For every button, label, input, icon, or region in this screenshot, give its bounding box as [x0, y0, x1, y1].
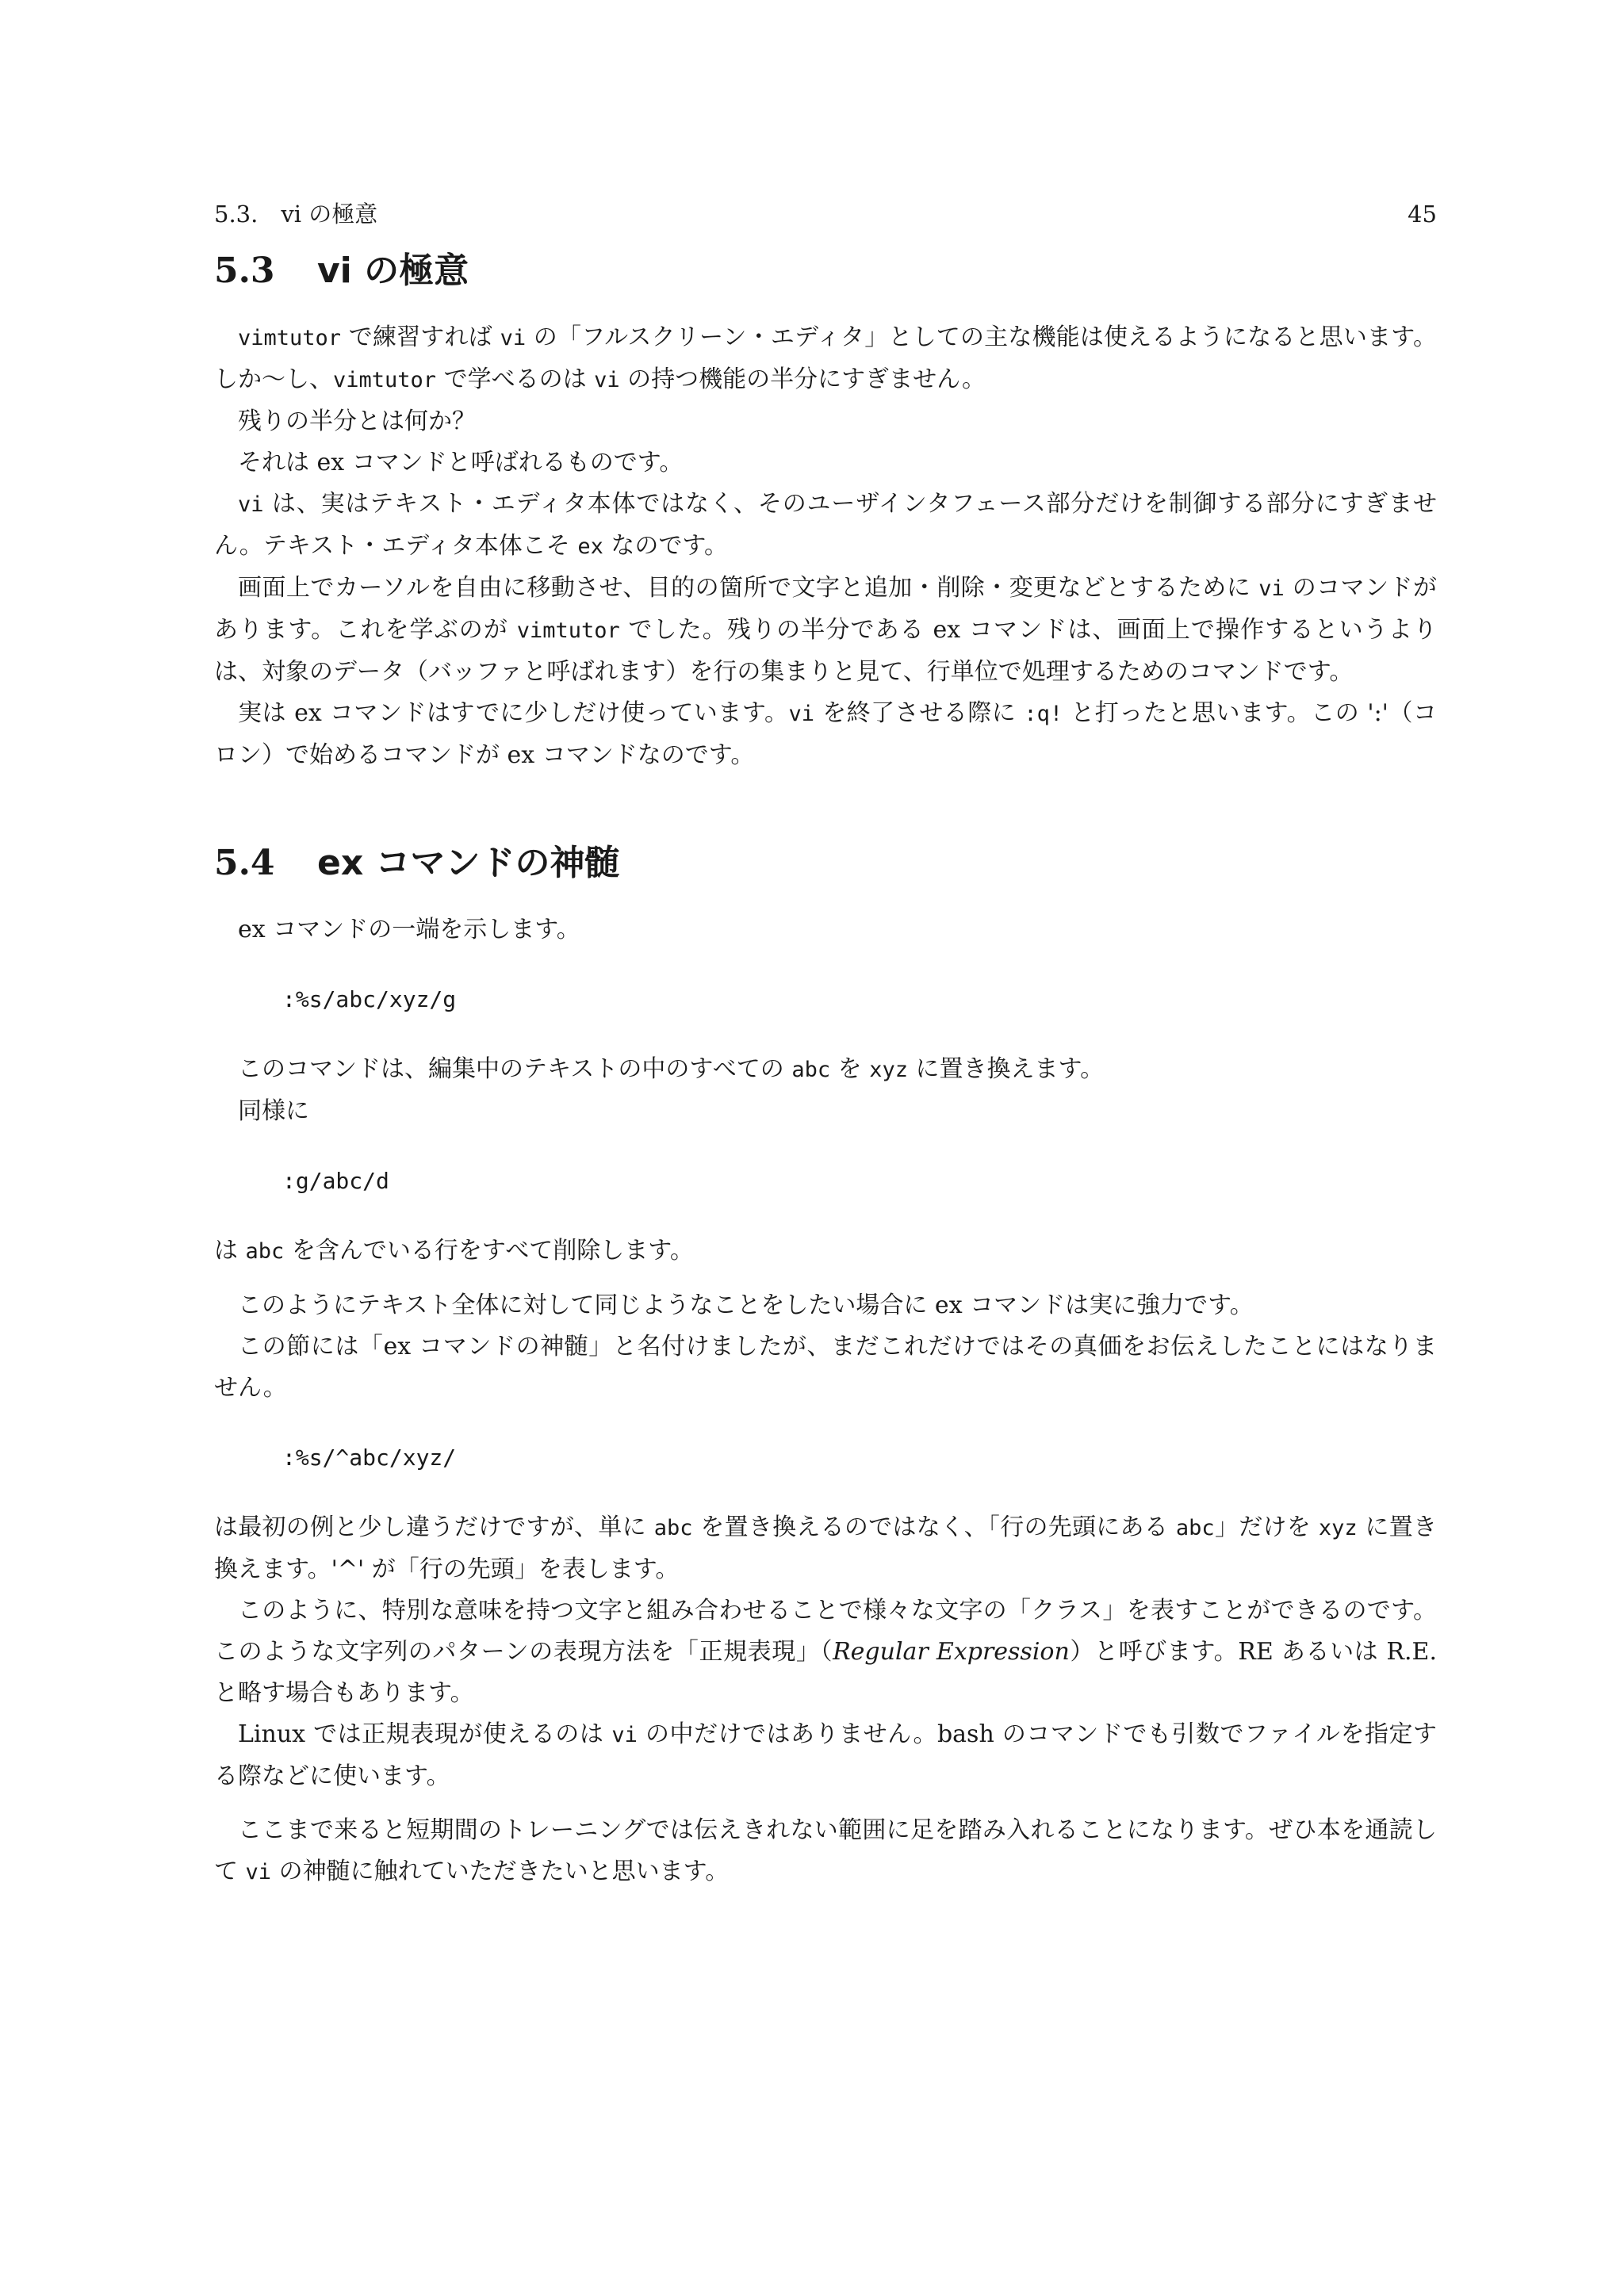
- paragraph: は最初の例と少し違うだけですが、単に abc を置き換えるのではなく、「行の先頭にある abc」だけを xyz に置き換えます。'^' が「行の先頭」を表します。: [214, 1513, 1437, 1583]
- paragraph: それは ex コマンドと呼ばれるものです。: [238, 449, 684, 476]
- page-content: [214, 247, 1437, 1893]
- code-block: :g/abc/d: [282, 1168, 389, 1194]
- running-head-section: 5.3. vi の極意: [214, 201, 378, 228]
- section-heading-5-4: [214, 840, 1437, 887]
- paragraph: このようにテキスト全体に対して同じようなことをしたい場合に ex コマンドは実に強力です。: [238, 1292, 1254, 1319]
- paragraph: 残りの半分とは何か？: [238, 408, 476, 435]
- paragraph: この節には「ex コマンドの神髄」と名付けましたが、まだこれだけではその真価をお伝えしたことにはなりません。: [214, 1333, 1437, 1402]
- page-number: 45: [1408, 201, 1437, 228]
- paragraph: このコマンドは、編集中のテキストの中のすべての abc を xyz に置き換えます。: [238, 1055, 1105, 1083]
- paragraph: 画面上でカーソルを自由に移動させ、目的の箇所で文字と追加・削除・変更などとするために vi のコマンドがあります。これを学ぶのが vimtutor でした。残りの半分である ex コマンドは、画面上で操作するというよりは、対象のデータ（バッファと呼ばれます）を行の集まりと見て、行単位で処理するためのコマンドです。: [214, 574, 1437, 686]
- paragraph: 実は ex コマンドはすでに少しだけ使っています。vi を終了させる際に :q! と打ったと思います。この ':'（コロン）で始めるコマンドが ex コマンドなのです。: [214, 699, 1437, 769]
- paragraph: vi は、実はテキスト・エディタ本体ではなく、そのユーザインタフェース部分だけを制御する部分にすぎません。テキスト・エディタ本体こそ ex なのです。: [214, 490, 1437, 560]
- code-block: :%s/^abc/xyz/: [282, 1445, 457, 1471]
- section-title: ex コマンドの神髄: [317, 843, 620, 883]
- code-block: :%s/abc/xyz/g: [282, 986, 457, 1012]
- paragraph: 同様に: [238, 1097, 309, 1125]
- paragraph: vimtutor で練習すれば vi の「フルスクリーン・エディタ」としての主な機能は使えるようになると思います。しか〜し、vimtutor で学べるのは vi の持つ機能の半分にすぎません。: [214, 323, 1437, 393]
- paragraph: ここまで来ると短期間のトレーニングでは伝えきれない範囲に足を踏み入れることになります。ぜひ本を通読して vi の神髄に触れていただきたいと思います。: [214, 1816, 1437, 1885]
- paragraph: このように、特別な意味を持つ文字と組み合わせることで様々な文字の「クラス」を表すことができるのです。このような文字列のパターンの表現方法を「正規表現」（Regular Expression）と呼びます。RE あるいは R.E. と略す場合もあります。: [214, 1597, 1437, 1707]
- section-number: 5.4: [214, 843, 275, 883]
- paragraph: は abc を含んでいる行をすべて削除します。: [214, 1237, 694, 1265]
- section-number: 5.3: [214, 251, 275, 291]
- running-head: [214, 200, 1437, 228]
- paragraph: ex コマンドの一端を示します。: [238, 916, 580, 943]
- paragraph: Linux では正規表現が使えるのは vi の中だけではありません。bash のコマンドでも引数でファイルを指定する際などに使います。: [214, 1720, 1438, 1790]
- section-title: vi の極意: [317, 251, 469, 291]
- section-heading-5-3: [214, 247, 1437, 295]
